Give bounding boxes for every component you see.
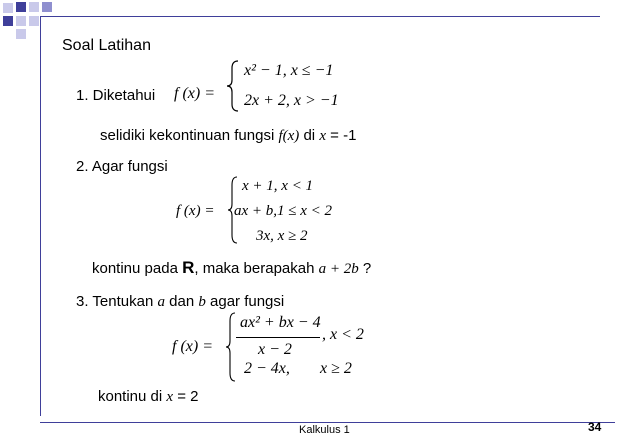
page-number: 34 — [588, 420, 602, 434]
problem-3-case-2: 2 − 4x, — [244, 360, 290, 377]
left-brace-icon — [226, 60, 240, 112]
problem-3-fx: f (x) = — [172, 338, 213, 355]
problem-3-case-1-condition: , x < 2 — [322, 326, 364, 343]
instruction-text: selidiki kekontinuan fungsi — [100, 127, 275, 144]
label-mid: dan — [169, 293, 195, 310]
problem-1-case-1: x² − 1, x ≤ −1 — [244, 62, 334, 79]
problem-3-case-1-denominator: x − 2 — [258, 341, 292, 358]
label-text: 3. Tentukan — [76, 293, 154, 310]
problem-2-condition — [92, 258, 371, 278]
top-rule — [40, 16, 600, 17]
instruction-value: = -1 — [330, 127, 357, 144]
problem-1-fx: f (x) = — [174, 85, 215, 102]
instruction-func: f(x) — [278, 128, 300, 144]
condition-mid: , maka berapakah — [194, 260, 315, 277]
left-rule — [40, 16, 41, 416]
corner-square — [16, 2, 26, 12]
condition-value: = 2 — [177, 388, 199, 405]
corner-square — [42, 2, 52, 12]
condition-text: kontinu pada — [92, 260, 178, 277]
problem-3-label — [76, 293, 284, 311]
condition-expr: a + 2b — [318, 261, 359, 277]
left-brace-icon — [225, 312, 237, 382]
corner-square — [16, 16, 26, 26]
condition-var: x — [166, 389, 174, 405]
corner-square — [29, 2, 39, 12]
problem-2-fx: f (x) = — [176, 203, 215, 219]
problem-2-case-2: ax + b,1 ≤ x < 2 — [234, 203, 333, 219]
problem-1-case-2: 2x + 2, x > −1 — [244, 92, 339, 109]
condition-suffix: ? — [362, 260, 372, 277]
label-var-b: b — [198, 294, 206, 310]
instruction-mid: di — [303, 127, 316, 144]
footer-text: Kalkulus 1 — [299, 424, 350, 436]
problem-1-label: 1. Diketahui — [76, 87, 156, 104]
corner-square — [3, 3, 13, 13]
problem-3-case-2-condition: x ≥ 2 — [320, 360, 352, 377]
problem-2-case-1: x + 1, x < 1 — [242, 178, 314, 194]
condition-text: kontinu di — [98, 388, 163, 405]
problem-2-case-3: 3x, x ≥ 2 — [256, 228, 308, 244]
fraction-bar — [236, 337, 320, 338]
corner-square — [29, 16, 39, 26]
label-suffix: agar fungsi — [210, 293, 285, 310]
label-var-a: a — [157, 294, 165, 310]
problem-2-label: 2. Agar fungsi — [76, 158, 168, 175]
corner-square — [3, 16, 13, 26]
condition-set: R — [182, 258, 195, 277]
problem-3-condition — [98, 388, 199, 406]
slide-title: Soal Latihan — [62, 37, 151, 54]
problem-3-case-1-numerator: ax² + bx − 4 — [240, 314, 321, 331]
instruction-var: x — [319, 128, 326, 144]
corner-square — [16, 29, 26, 39]
problem-1-instruction — [100, 127, 356, 145]
bottom-rule — [40, 422, 615, 423]
